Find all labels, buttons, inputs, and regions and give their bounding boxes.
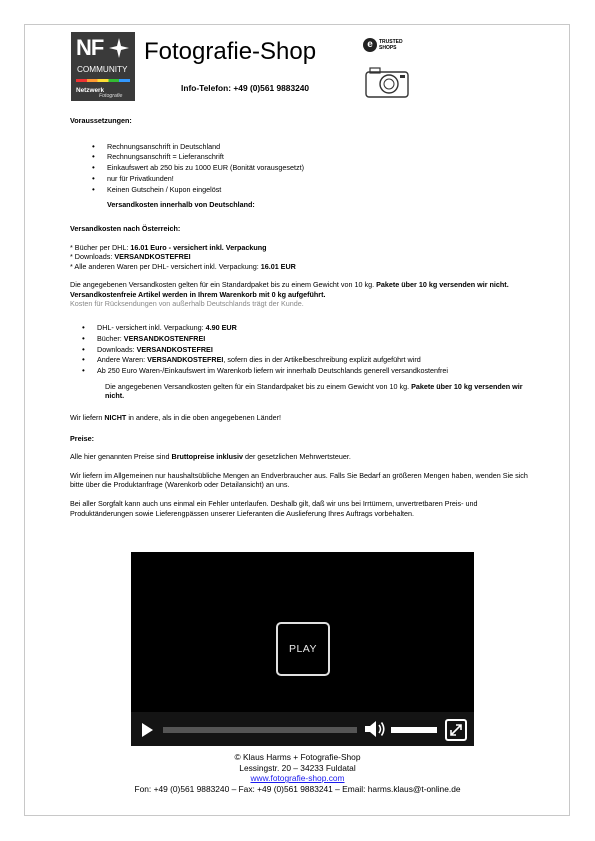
trusted-shops-icon: e (363, 38, 377, 52)
oesterreich-heading: Versandkosten nach Österreich: (70, 223, 181, 233)
list-item: • Keinen Gutschein / Kupon eingelöst (107, 185, 530, 195)
page-footer (0, 752, 595, 794)
video-progress-bar[interactable] (163, 727, 357, 733)
trusted-shops-badge[interactable] (363, 36, 409, 62)
laender-notice: Wir liefern NICHT in andere, als in die oben angegebenen Länder! (70, 412, 281, 422)
inland-paragraph: Die angegebenen Versandkosten gelten für ein Standardpaket bis zu einem Gewicht von 10 kg. Pakete über 10 kg versenden wir nicht. (105, 381, 523, 401)
list-item: • Downloads: VERSANDKOSTEFREI (97, 345, 530, 355)
play-icon[interactable] (142, 723, 153, 737)
preise-heading: Preise: (70, 433, 94, 443)
oesterreich-line-andere: * Alle anderen Waren per DHL- versichert inkl. Verpackung: 16.01 EUR (70, 261, 296, 271)
list-item: • DHL- versichert inkl. Verpackung: 4.90 EUR (97, 323, 530, 333)
video-player[interactable] (131, 552, 474, 746)
preise-brutto: Alle hier genannten Preise sind Bruttopreise inklusiv der gesetzlichen Mehrwertsteuer. (70, 452, 351, 462)
list-item: • Rechnungsanschrift = Lieferanschrift (107, 152, 530, 162)
list-item: • Einkaufswert ab 250 bis zu 1000 EUR (Bonität vorausgesetzt) (107, 163, 530, 173)
document-content (70, 32, 530, 518)
voraussetzungen-list (107, 142, 530, 195)
logo-star-icon (109, 38, 129, 58)
logo-nf-text: NF (76, 35, 104, 60)
list-item: • nur für Privatkunden! (107, 174, 530, 184)
logo-netzwerk-text: Netzwerk (76, 87, 105, 94)
list-item: • Rechnungsanschrift in Deutschland (107, 142, 530, 152)
nfc-logo (71, 32, 135, 101)
footer-contact: Fon: +49 (0)561 9883240 – Fax: +49 (0)561 9883241 – Email: harms.klaus@t-online.de (134, 783, 461, 794)
inland-list (97, 323, 530, 376)
list-item: • Bücher: VERSANDKOSTENFREI (97, 334, 530, 344)
fullscreen-icon[interactable] (445, 719, 467, 741)
footer-address: Lessingstr. 20 – 34233 Fuldatal (239, 762, 356, 773)
inland-heading: Versandkosten innerhalb von Deutschland: (107, 200, 255, 210)
list-item: • Andere Waren: VERSANDKOSTEFREI, sofern dies in der Artikelbeschreibung explizit aufgeführt wird (97, 355, 530, 365)
logo-color-stripe (76, 79, 130, 82)
list-item: • Ab 250 Euro Waren-/Einkaufswert im Warenkorb liefern wir innerhalb Deutschlands generell versandkostenfrei (97, 366, 530, 376)
info-telephone: Info-Telefon: +49 (0)561 9883240 (181, 83, 310, 93)
logo-fotografie-text: Fotografie (99, 93, 123, 99)
return-costs-note: Kosten für Rücksendungen von außerhalb Deutschlands trägt der Kunde. (70, 299, 304, 309)
logo-community-text: COMMUNITY (77, 65, 128, 74)
volume-icon[interactable] (364, 719, 386, 739)
trusted-shops-text: TRUSTED SHOPS (379, 39, 403, 51)
oesterreich-paragraph: Die angegebenen Versandkosten gelten für ein Standardpaket bis zu einem Gewicht von 10 kg. Pakete über 10 kg versenden wir nicht. Versandkostenfreie Artikel werden in Ihrem Warenkorb mit 0 kg aufgeführt. (70, 280, 509, 299)
camera-icon (364, 65, 410, 99)
preise-fehler: Bei aller Sorgfalt kann auch uns einmal ein Fehler unterlaufen. Deshalb gilt, daß wir uns bei Irrtümern, unvertretbaren Preis- und Produktänderungen sowie Lieferengpässen unserer Lieferanten die Auslieferung Ihres Auftrags vorbehalten. (70, 498, 478, 518)
shop-title: Fotografie-Shop (144, 38, 317, 65)
video-controls (131, 712, 474, 746)
footer-website-link[interactable]: www.fotografie-shop.com (250, 773, 345, 784)
play-button[interactable]: PLAY (276, 622, 330, 676)
footer-copyright: © Klaus Harms + Fotografie-Shop (234, 752, 361, 762)
oesterreich-line-downloads: * Downloads: VERSANDKOSTEFREI (70, 252, 191, 262)
voraussetzungen-heading: Voraussetzungen: (70, 116, 132, 125)
volume-slider[interactable] (391, 727, 437, 733)
preise-mengen: Wir liefern im Allgemeinen nur haushaltsübliche Mengen an Endverbraucher aus. Falls Sie Bedarf an größeren Mengen haben, wenden Sie sich bitte über die Produktanfrage (Warenkorb oder Detailansicht) an uns. (70, 470, 528, 490)
shop-banner (71, 32, 413, 102)
oesterreich-line-buecher: * Bücher per DHL: 16.01 Euro - versichert inkl. Verpackung (70, 242, 267, 252)
